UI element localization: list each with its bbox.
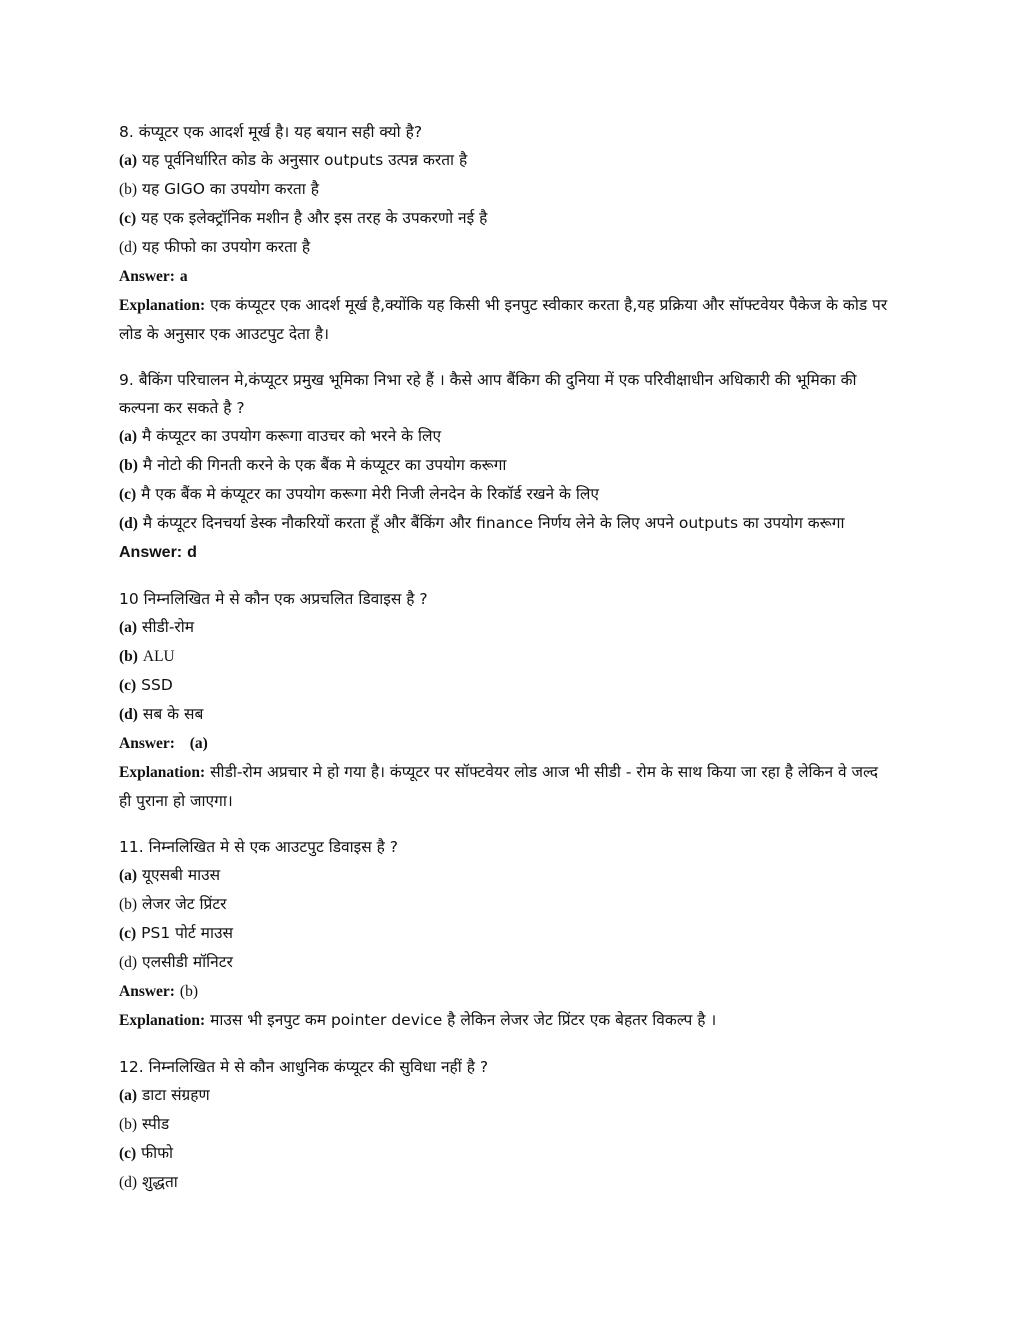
question-block-10	[119, 585, 889, 815]
answer-line: Answer: a	[119, 268, 188, 285]
option-b: (b) स्पीड	[119, 1115, 170, 1133]
option-a: (a) डाटा संग्रहण	[119, 1086, 210, 1104]
option-d: (d) शुद्धता	[119, 1173, 178, 1191]
question-text: 11. निम्नलिखित मे से एक आउटपुट डिवाइस है ?	[119, 838, 399, 856]
question-text: 10 निम्नलिखित मे से कौन एक अप्रचलित डिवाइस है ?	[119, 590, 428, 608]
option-d: (d) एलसीडी मॉनिटर	[119, 953, 233, 971]
option-c: (c) फीफो	[119, 1144, 174, 1162]
option-b: (b) लेजर जेट प्रिंटर	[119, 895, 227, 913]
question-text: 9. बैकिंग परिचालन मे,कंप्यूटर प्रमुख भूमिका निभा रहे हैं । कैसे आप बैंकिग की दुनिया में एक परिवीक्षाधीन अधिकारी की भूमिका की कल्पना कर सकते है ?	[119, 371, 857, 417]
option-a: (a) यूएसबी माउस	[119, 866, 221, 884]
question-block-12	[119, 1053, 889, 1197]
option-b: (b) ALU	[119, 648, 175, 665]
option-b: (b) मै नोटो की गिनती करने के एक बैंक मे कंप्यूटर का उपयोग करूगा	[119, 456, 507, 474]
question-text: 8. कंप्यूटर एक आदर्श मूर्ख है। यह बयान सही क्यो है?	[119, 123, 423, 141]
option-a: (a) सीडी-रोम	[119, 618, 195, 636]
explanation: Explanation: एक कंप्यूटर एक आदर्श मूर्ख है,क्योंकि यह किसी भी इनपुट स्वीकार करता है,यह प्रक्रिया और सॉफ्टवेयर पैकेज के कोड पर लोड के अनुसार एक आउटपुट देता है।	[119, 296, 888, 343]
answer-line: Answer: d	[119, 544, 197, 561]
question-block-8	[119, 118, 889, 348]
option-a: (a) मै कंप्यूटर का उपयोग करूगा वाउचर को भरने के लिए	[119, 427, 442, 445]
option-d: (d) यह फीफो का उपयोग करता है	[119, 238, 311, 256]
option-d: (d) मै कंप्यूटर दिनचर्या डेस्क नौकरियों करता हूँ और बैंकिंग और finance निर्णय लेने के लिए अपने outputs का उपयोग करूगा	[119, 514, 845, 532]
option-d: (d) सब के सब	[119, 705, 204, 723]
question-block-11	[119, 833, 889, 1035]
option-c: (c) PS1 पोर्ट माउस	[119, 924, 233, 942]
document-page	[119, 118, 889, 1197]
option-b: (b) यह GIGO का उपयोग करता है	[119, 180, 319, 198]
question-block-9	[119, 366, 889, 567]
option-c: (c) SSD	[119, 676, 173, 694]
option-c: (c) यह एक इलेक्ट्रॉनिक मशीन है और इस तरह के उपकरणो नई है	[119, 209, 488, 227]
explanation: Explanation: माउस भी इनपुट कम pointer device है लेकिन लेजर जेट प्रिंटर एक बेहतर विकल्प है ।	[119, 1011, 717, 1029]
answer-line: Answer: (a)	[119, 735, 208, 752]
explanation: Explanation: सीडी-रोम अप्रचार मे हो गया है। कंप्यूटर पर सॉफ्टवेयर लोड आज भी सीडी - रोम के साथ किया जा रहा है लेकिन वे जल्द ही पुराना हो जाएगा।	[119, 763, 878, 810]
option-a: (a) यह पूर्वनिर्धारित कोड के अनुसार outputs उत्पन्न करता है	[119, 151, 468, 169]
answer-line: Answer: (b)	[119, 983, 198, 1000]
option-c: (c) मै एक बैंक मे कंप्यूटर का उपयोग करूगा मेरी निजी लेनदेन के रिकॉर्ड रखने के लिए	[119, 485, 599, 503]
question-text: 12. निम्नलिखित मे से कौन आधुनिक कंप्यूटर की सुविधा नहीं है ?	[119, 1058, 489, 1076]
